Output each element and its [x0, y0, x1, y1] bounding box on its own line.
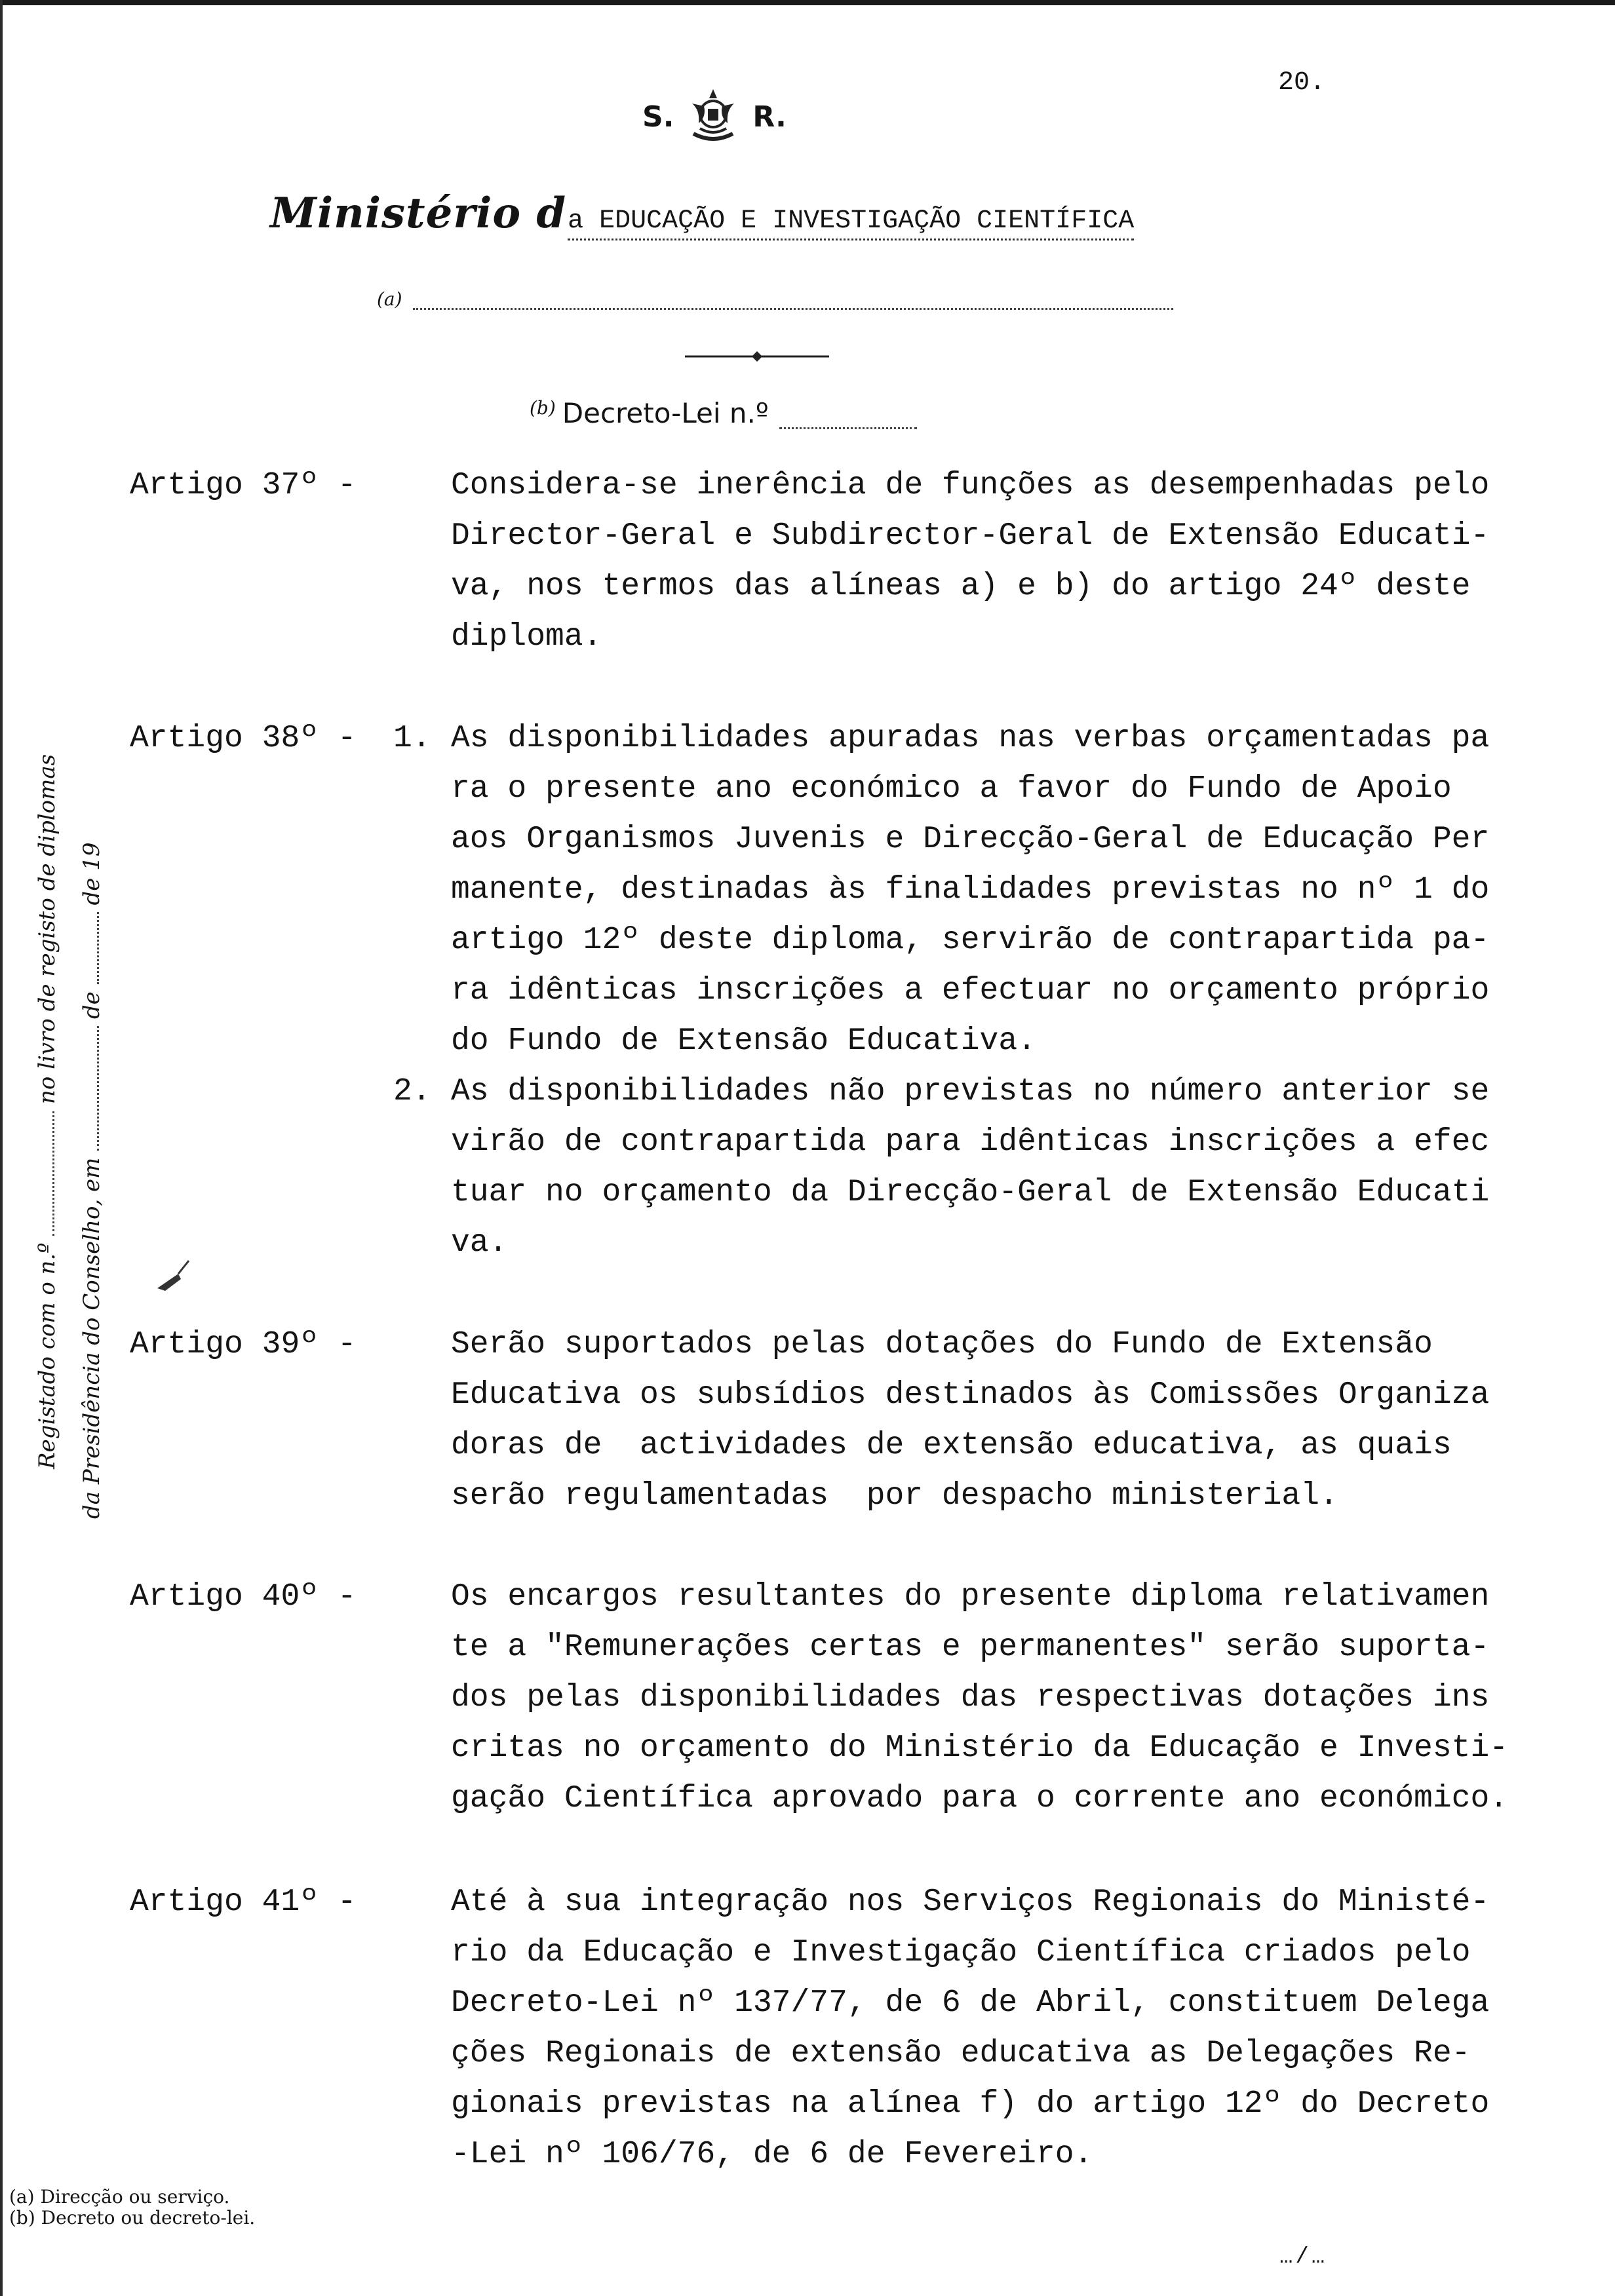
article-label: Artigo 40º - — [130, 1579, 357, 1615]
article-text-line: Considera-se inerência de funções as desempenhadas pelo — [451, 468, 1490, 503]
article-label: Artigo 41º - — [130, 1885, 357, 1920]
year-label: de 19 — [79, 842, 105, 906]
registered-label: Registado com o n.º — [34, 1242, 60, 1469]
ministry-name: a EDUCAÇÃO E INVESTIGAÇÃO CIENTÍFICA — [568, 206, 1134, 240]
paragraph-number: 1. — [393, 721, 431, 756]
registration-day-blank — [97, 1026, 99, 1151]
of-label: de — [79, 991, 105, 1019]
article-text-line: -Lei nº 106/76, de 6 de Fevereiro. — [451, 2137, 1093, 2172]
article-text-line: tuar no orçamento da Direcção-Geral de Extensão Educati — [451, 1175, 1490, 1210]
article-text-line: Director-Geral e Subdirector-Geral de Extensão Educati- — [451, 518, 1490, 554]
paragraph-number: 2. — [393, 1074, 431, 1109]
article-label: Artigo 39º - — [130, 1327, 357, 1362]
article-text-line: virão de contrapartida para idênticas inscrições a efec — [451, 1124, 1490, 1160]
article-text-line: Decreto-Lei nº 137/77, de 6 de Abril, constituem Delega — [451, 1985, 1490, 2021]
continuation-mark: …/… — [1279, 2245, 1328, 2270]
article-text-line: te a "Remunerações certas e permanentes" serão suporta- — [451, 1630, 1490, 1665]
registration-note-line-1 — [34, 754, 60, 1469]
article-text-line: As disponibilidades apuradas nas verbas orçamentadas pa — [451, 721, 1490, 756]
direction-field-label: (a) — [377, 288, 402, 310]
page-number: 20. — [1278, 68, 1326, 98]
article-text-line: serão regulamentadas por despacho ministerial. — [451, 1478, 1338, 1514]
article-text-line: do Fundo de Extensão Educativa. — [451, 1024, 1036, 1059]
letterhead-right: R. — [752, 100, 787, 134]
article-text-line: Os encargos resultantes do presente diploma relativamen — [451, 1579, 1490, 1615]
divider-ornament — [685, 350, 829, 363]
article-text-line: Até à sua integração nos Serviços Regionais do Ministé- — [451, 1885, 1490, 1920]
article-text-line: artigo 12º deste diploma, servirão de contrapartida pa- — [451, 923, 1490, 958]
letterhead-left: S. — [642, 100, 674, 134]
scan-left-edge — [0, 0, 3, 2296]
article-text-line: gação Científica aprovado para o corrente ano económico. — [451, 1781, 1509, 1816]
article-text-line: va, nos termos das alíneas a) e b) do artigo 24º deste — [451, 569, 1471, 604]
article-text-line: Educativa os subsídios destinados às Comissões Organiza — [451, 1377, 1490, 1413]
article-text-line: dos pelas disponibilidades das respectivas dotações ins — [451, 1680, 1490, 1715]
decree-label: Decreto-Lei n.º — [562, 397, 769, 429]
scan-top-edge — [0, 0, 1615, 5]
article-label: Artigo 38º - — [130, 721, 357, 756]
direction-field-blank — [413, 292, 1173, 310]
direction-field — [377, 288, 1173, 310]
ministry-heading — [270, 189, 1134, 240]
article-text-line: gionais previstas na alínea f) do artigo 12º do Decreto — [451, 2086, 1490, 2122]
book-label: no livro de registo de diplomas — [34, 754, 60, 1105]
article-text-line: ra o presente ano económico a favor do Fundo de Apoio — [451, 771, 1452, 807]
decree-number-blank — [779, 408, 917, 429]
article-text-line: As disponibilidades não previstas no número anterior se — [451, 1074, 1490, 1109]
decree-field-label: (b) — [530, 397, 556, 419]
article-text-line: ções Regionais de extensão educativa as Delegações Re- — [451, 2036, 1471, 2071]
article-text-line: aos Organismos Juvenis e Direcção-Geral de Educação Per — [451, 822, 1490, 857]
article-text-line: doras de actividades de extensão educativa, as quais — [451, 1428, 1452, 1463]
article-text-line: Serão suportados pelas dotações do Fundo de Extensão — [451, 1327, 1433, 1362]
letterhead-mark — [642, 84, 787, 149]
footnote-b: (b) Decreto ou decreto-lei. — [9, 2207, 256, 2229]
presidency-label: da Presidência do Conselho, em — [79, 1157, 105, 1519]
footnote-a: (a) Direcção ou serviço. — [9, 2186, 230, 2208]
article-text-line: diploma. — [451, 619, 602, 655]
registration-note-line-2 — [79, 842, 105, 1519]
article-label: Artigo 37º - — [130, 468, 357, 503]
article-text-line: va. — [451, 1225, 508, 1261]
article-text-line: critas no orçamento do Ministério da Educação e Investi- — [451, 1731, 1509, 1766]
article-text-line: ra idênticas inscrições a efectuar no orçamento próprio — [451, 973, 1490, 1008]
coat-of-arms-icon — [680, 84, 746, 149]
article-text-line: rio da Educação e Investigação Científica criados pelo — [451, 1935, 1471, 1970]
registration-month-blank — [97, 912, 99, 984]
ink-smudge-mark — [152, 1258, 198, 1297]
article-text-line: manente, destinadas às finalidades previstas no nº 1 do — [451, 872, 1490, 908]
ministry-prefix: Ministério d — [270, 189, 567, 238]
registration-number-blank — [52, 1111, 54, 1236]
decree-number-field — [530, 397, 917, 429]
